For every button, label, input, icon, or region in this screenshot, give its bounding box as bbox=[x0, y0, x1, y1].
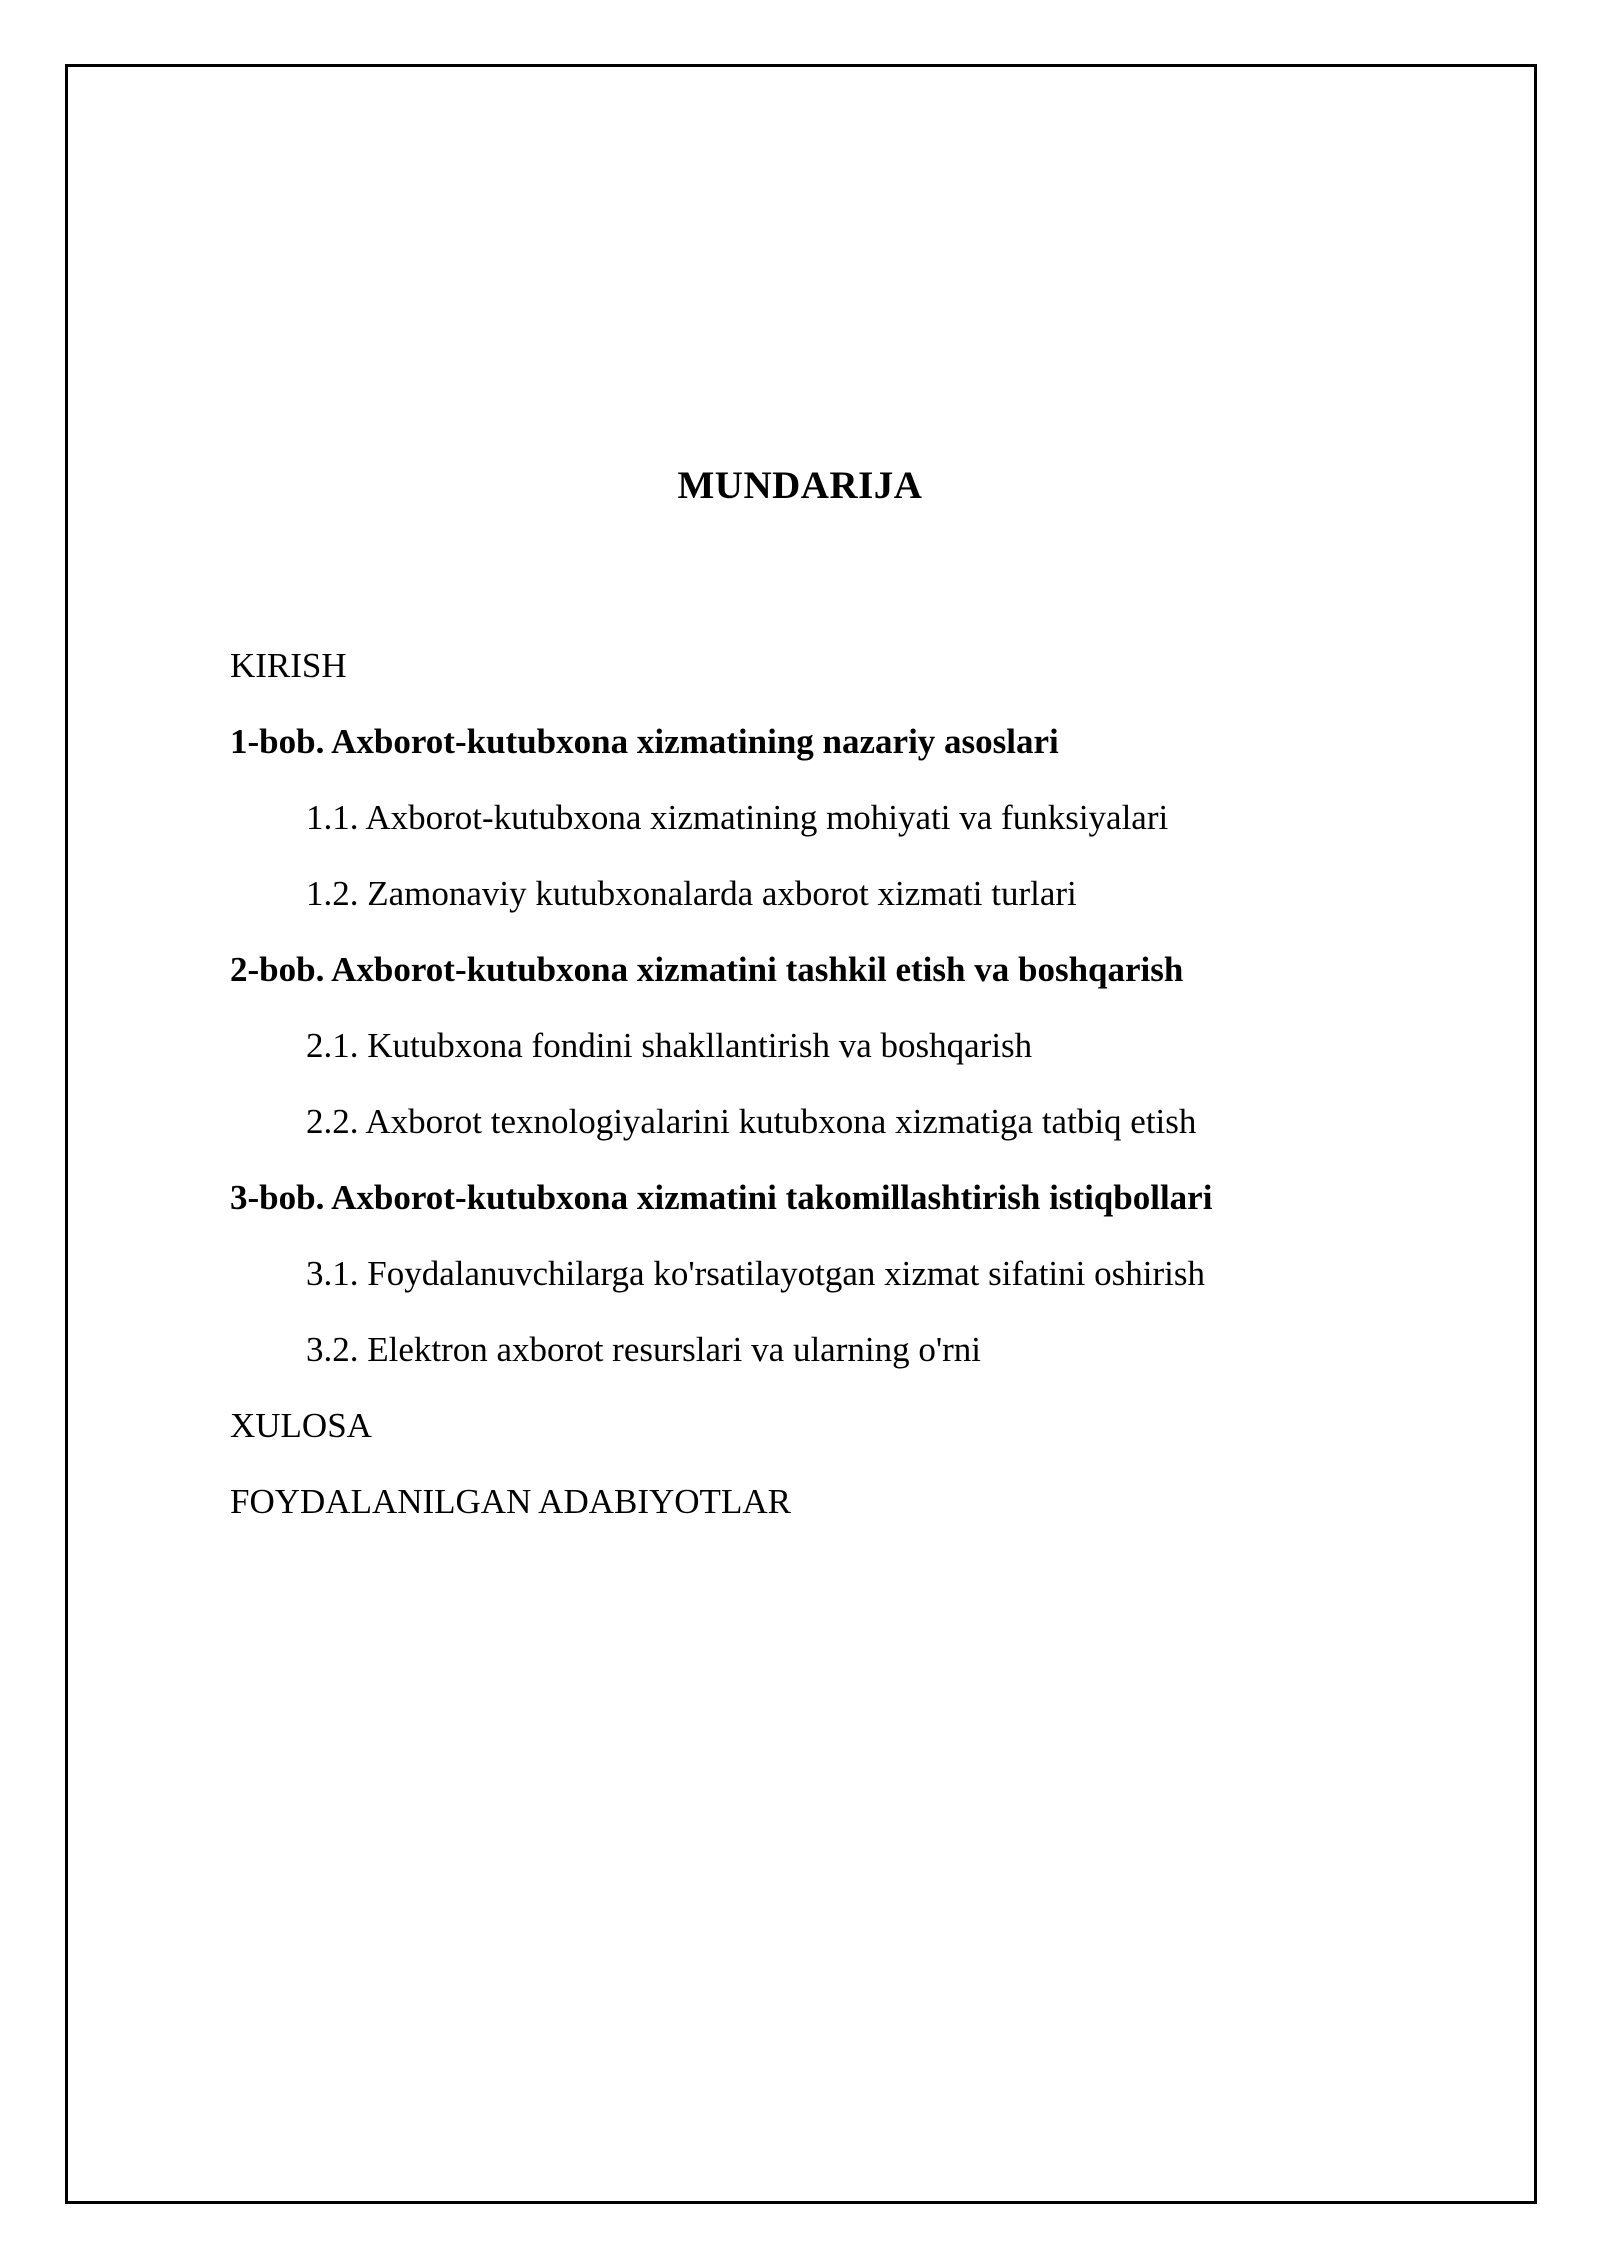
page-title: MUNDARIJA bbox=[677, 464, 923, 507]
toc-chapter-2: 2-bob. Axborot-kutubxona xizmatini tashkil etish va boshqarish bbox=[230, 950, 1184, 989]
toc-entry-conclusion: XULOSA bbox=[230, 1406, 372, 1445]
toc-section-2-2: 2.2. Axborot texnologiyalarini kutubxona xizmatiga tatbiq etish bbox=[306, 1102, 1197, 1141]
toc-section-2-1: 2.1. Kutubxona fondini shakllantirish va boshqarish bbox=[306, 1026, 1033, 1065]
table-of-contents bbox=[230, 636, 1460, 1548]
toc-section-1-2: 1.2. Zamonaviy kutubxonalarda axborot xizmati turlari bbox=[306, 874, 1077, 913]
toc-entry-introduction: KIRISH bbox=[230, 646, 347, 685]
toc-section-1-1: 1.1. Axborot-kutubxona xizmatining mohiyati va funksiyalari bbox=[306, 798, 1169, 837]
toc-entry-references: FOYDALANILGAN ADABIYOTLAR bbox=[230, 1482, 791, 1521]
toc-chapter-1: 1-bob. Axborot-kutubxona xizmatining nazariy asoslari bbox=[230, 722, 1059, 761]
toc-section-3-1: 3.1. Foydalanuvchilarga ko'rsatilayotgan xizmat sifatini oshirish bbox=[306, 1254, 1205, 1293]
toc-section-3-2: 3.2. Elektron axborot resurslari va ularning o'rni bbox=[306, 1330, 982, 1369]
toc-chapter-3: 3-bob. Axborot-kutubxona xizmatini takomillashtirish istiqbollari bbox=[230, 1178, 1213, 1217]
